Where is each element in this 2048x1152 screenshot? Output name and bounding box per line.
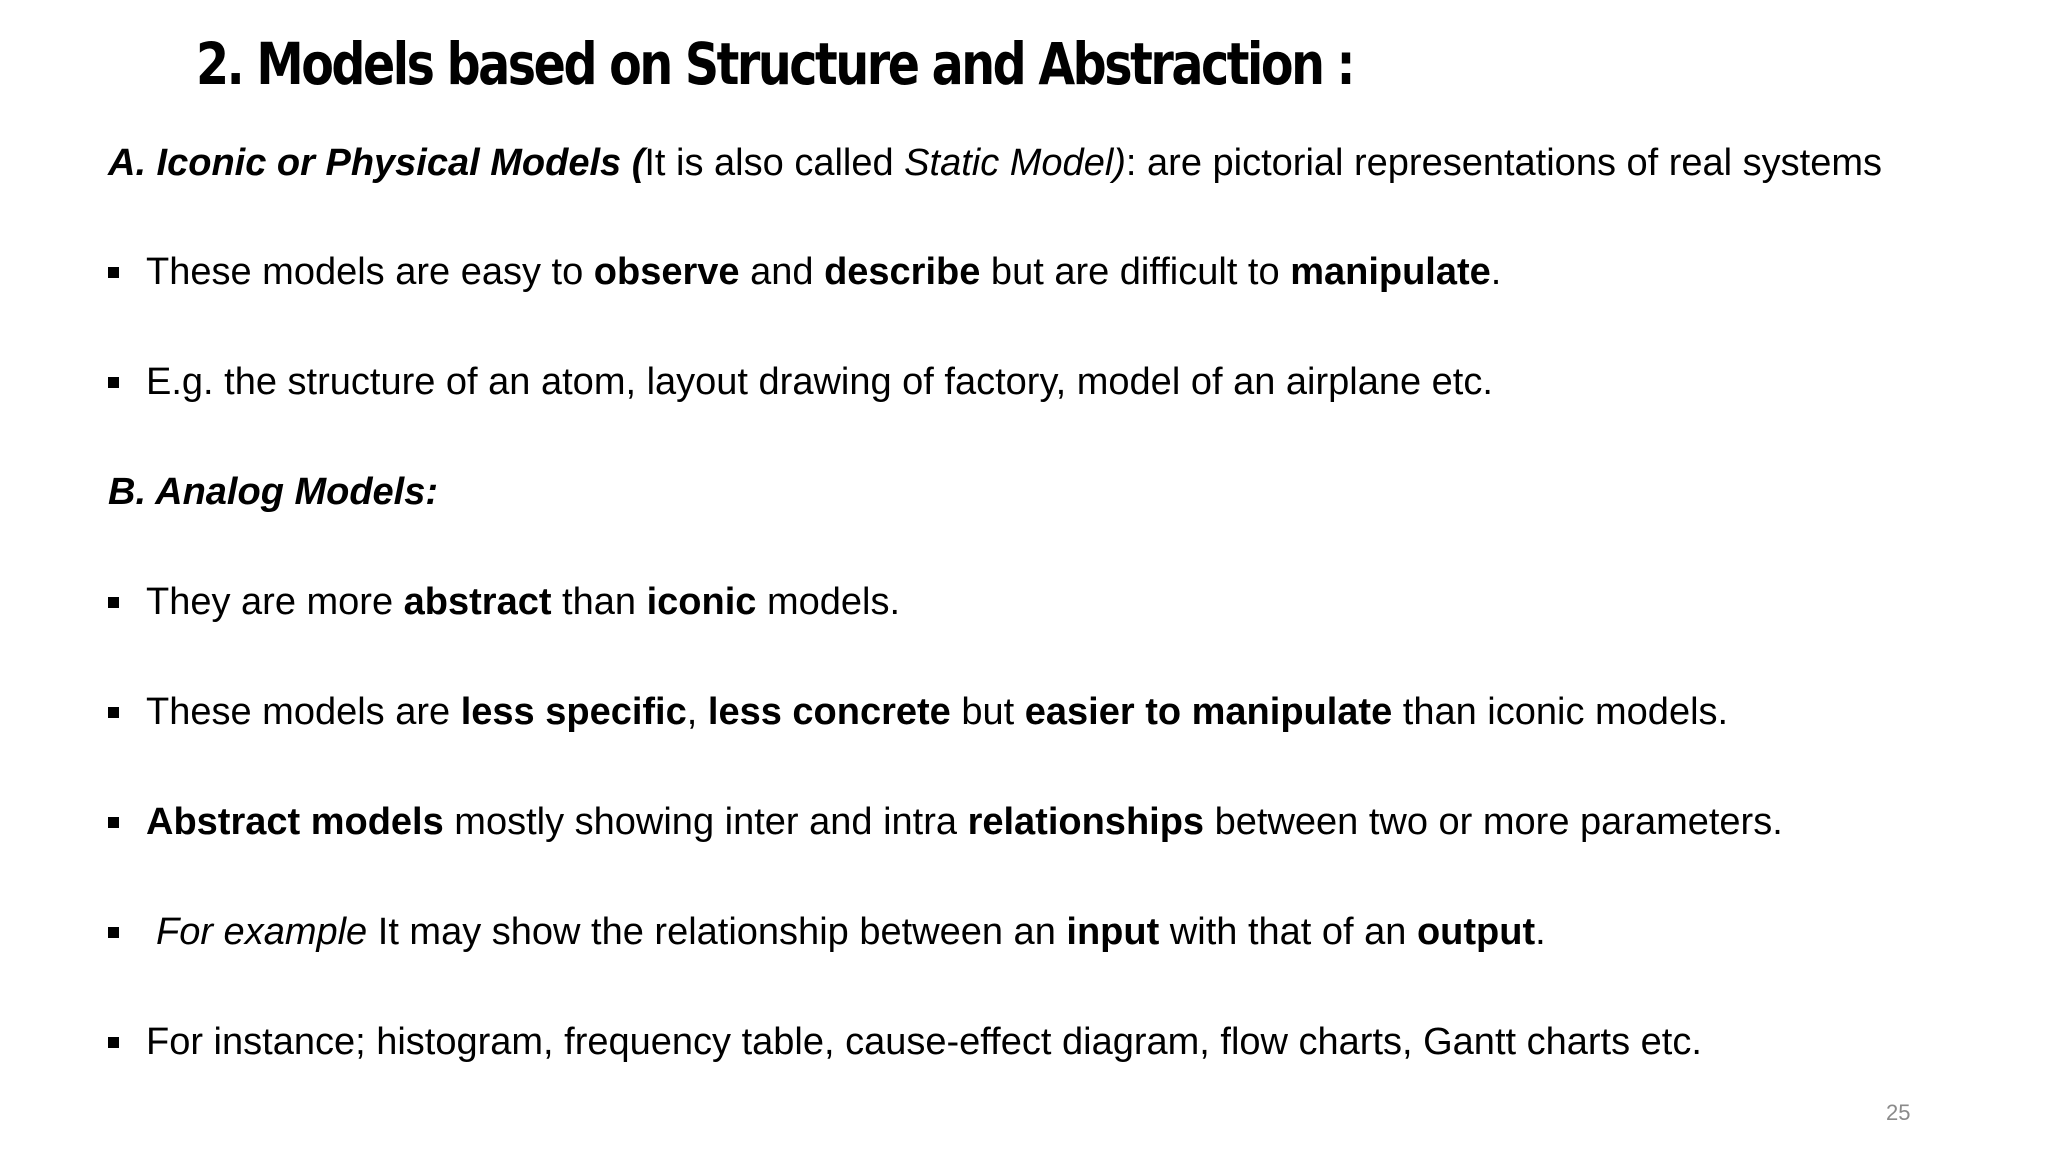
section-b-label: B. Analog Models: <box>108 471 439 513</box>
bullet-square-icon <box>108 927 119 938</box>
bullet-item <box>108 797 1783 847</box>
bullet-item <box>108 687 1728 737</box>
section-a-rest: : are pictorial representations of real systems <box>1125 142 1883 184</box>
bullet-square-icon <box>108 1037 119 1048</box>
slide-title: 2. Models based on Structure and Abstraction : <box>196 30 1354 98</box>
bullet-text: They are more abstract than iconic models. <box>146 581 901 623</box>
bullet-item <box>108 577 900 627</box>
bullet-square-icon <box>108 707 119 718</box>
bullet-text: For instance; histogram, frequency table, cause-effect diagram, flow charts, Gantt charts etc. <box>146 1021 1702 1063</box>
bullet-text: Abstract models mostly showing inter and intra relationships between two or more parameters. <box>146 801 1783 843</box>
bullet-item <box>108 357 1493 407</box>
bullet-text: E.g. the structure of an atom, layout drawing of factory, model of an airplane etc. <box>146 361 1493 403</box>
bullet-item <box>108 247 1501 297</box>
bullet-square-icon <box>108 817 119 828</box>
bullet-text: These models are easy to observe and describe but are difficult to manipulate. <box>146 251 1502 293</box>
bullet-text: These models are less specific, less concrete but easier to manipulate than iconic models. <box>146 691 1729 733</box>
section-a-heading <box>108 138 1882 188</box>
section-b-heading <box>108 467 438 517</box>
section-a-static-model: Static Model) <box>904 142 1126 184</box>
section-a-paren-text: It is also called <box>644 142 905 184</box>
bullet-square-icon <box>108 377 119 388</box>
page-number: 25 <box>1886 1100 1911 1125</box>
bullet-item <box>108 907 1546 957</box>
bullet-item <box>108 1017 1702 1067</box>
section-a-label: A. Iconic or Physical Models ( <box>108 142 645 184</box>
bullet-square-icon <box>108 267 119 278</box>
bullet-text: For example It may show the relationship between an input with that of an output. <box>156 911 1546 953</box>
bullet-square-icon <box>108 597 119 608</box>
